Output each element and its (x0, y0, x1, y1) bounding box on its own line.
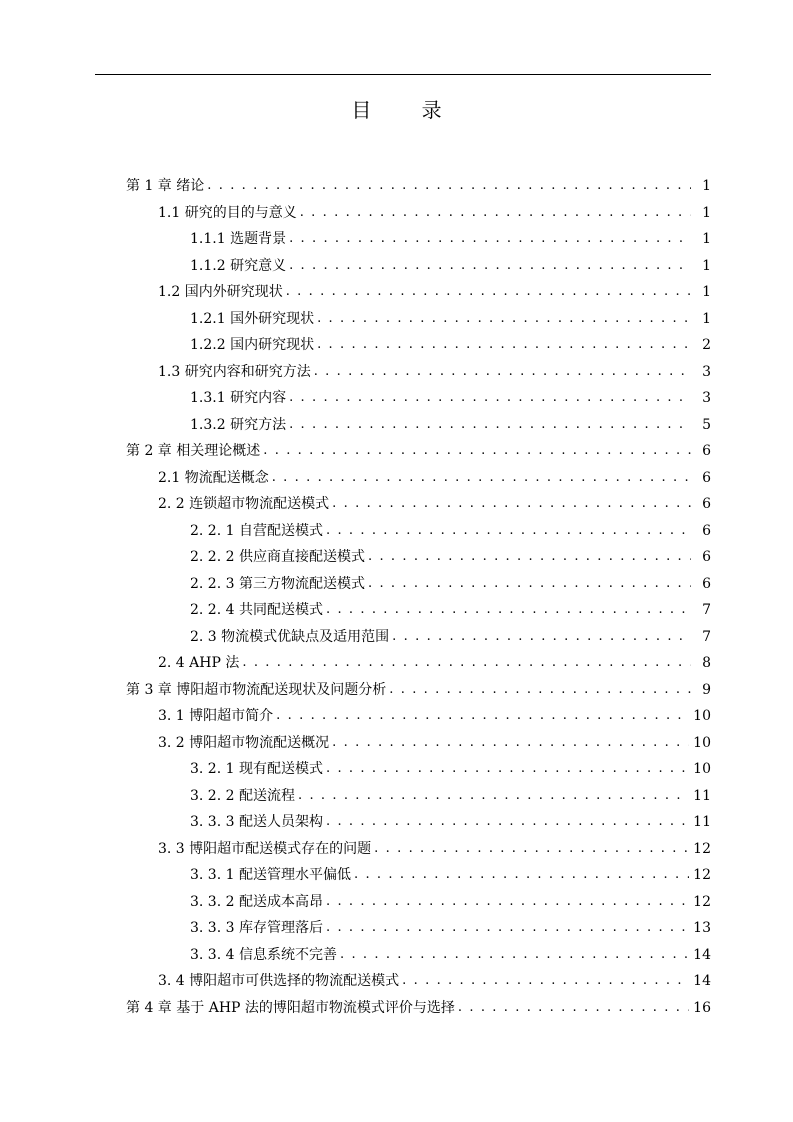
toc-entry[interactable] (126, 571, 711, 598)
toc-page-number: 13 (693, 920, 711, 937)
toc-entry[interactable] (126, 359, 711, 386)
toc-entry-label: 1.3.2 研究方法 (190, 416, 287, 433)
toc-entry[interactable] (126, 385, 711, 412)
toc-entry-label: 第 2 章 相关理论概述 (126, 443, 261, 460)
toc-entry-label: 1.2.1 国外研究现状 (190, 310, 315, 327)
toc-entry-label: 2. 2. 4 共同配送模式 (190, 602, 323, 619)
toc-dot-leader (300, 204, 691, 222)
toc-page-number: 6 (702, 469, 711, 486)
toc-dot-leader (263, 442, 691, 460)
toc-entry[interactable] (126, 200, 711, 227)
table-of-contents (126, 173, 711, 1021)
toc-page-number: 11 (693, 787, 711, 804)
toc-dot-leader (326, 760, 689, 778)
toc-page-number: 11 (693, 814, 711, 831)
toc-page-number: 14 (693, 946, 711, 963)
toc-page-number: 12 (693, 867, 711, 884)
toc-dot-leader (276, 707, 689, 725)
toc-entry-label: 2. 2. 2 供应商直接配送模式 (190, 549, 365, 566)
toc-entry[interactable] (126, 836, 711, 863)
toc-dot-leader (317, 336, 691, 354)
toc-entry[interactable] (126, 518, 711, 545)
toc-entry-label: 第 3 章 博阳超市物流配送现状及问题分析 (126, 681, 387, 698)
toc-page-number: 3 (702, 390, 711, 407)
toc-entry[interactable] (126, 730, 711, 757)
toc-page-number: 7 (702, 628, 711, 645)
toc-entry[interactable] (126, 438, 711, 465)
toc-page-number: 10 (693, 761, 711, 778)
toc-entry-label: 3. 1 博阳超市简介 (158, 708, 274, 725)
toc-entry-label: 第 1 章 绪论 (126, 178, 205, 195)
toc-entry[interactable] (126, 915, 711, 942)
toc-entry[interactable] (126, 544, 711, 571)
toc-dot-leader (326, 522, 691, 540)
toc-page-number: 6 (702, 522, 711, 539)
toc-dot-leader (298, 787, 689, 805)
toc-entry[interactable] (126, 783, 711, 810)
toc-dot-leader (207, 177, 691, 195)
toc-entry[interactable] (126, 862, 711, 889)
toc-entry-label: 1.3 研究内容和研究方法 (158, 363, 311, 380)
toc-dot-leader (286, 283, 691, 301)
toc-entry-label: 2. 2. 3 第三方物流配送模式 (190, 575, 365, 592)
toc-entry-label: 2. 3 物流模式优缺点及适用范围 (190, 628, 390, 645)
toc-entry[interactable] (126, 306, 711, 333)
toc-entry[interactable] (126, 942, 711, 969)
toc-entry-label: 3. 2. 1 现有配送模式 (190, 761, 323, 778)
toc-page-number: 14 (693, 973, 711, 990)
toc-entry[interactable] (126, 995, 711, 1022)
toc-entry-label: 2. 2 连锁超市物流配送模式 (158, 496, 330, 513)
toc-dot-leader (332, 734, 689, 752)
toc-entry[interactable] (126, 279, 711, 306)
toc-dot-leader (326, 813, 689, 831)
toc-page-number: 12 (693, 840, 711, 857)
toc-entry-label: 第 4 章 基于 AHP 法的博阳超市物流模式评价与选择 (126, 999, 455, 1016)
toc-entry-label: 2. 2. 1 自营配送模式 (190, 522, 323, 539)
toc-entry[interactable] (126, 597, 711, 624)
toc-page-number: 5 (702, 416, 711, 433)
toc-dot-leader (326, 919, 689, 937)
toc-dot-leader (289, 257, 691, 275)
toc-entry-label: 2.1 物流配送概念 (158, 469, 269, 486)
toc-entry[interactable] (126, 226, 711, 253)
toc-entry[interactable] (126, 650, 711, 677)
header-rule (95, 74, 711, 75)
toc-entry-label: 3. 3. 3 库存管理落后 (190, 920, 323, 937)
toc-page-number: 10 (693, 734, 711, 751)
toc-entry[interactable] (126, 968, 711, 995)
toc-page-number: 1 (702, 231, 711, 248)
toc-entry[interactable] (126, 465, 711, 492)
toc-entry[interactable] (126, 412, 711, 439)
toc-entry-label: 3. 3. 1 配送管理水平偏低 (190, 867, 351, 884)
toc-entry-label: 3. 4 博阳超市可供选择的物流配送模式 (158, 973, 400, 990)
toc-entry-label: 3. 3. 4 信息系统不完善 (190, 946, 337, 963)
toc-entry[interactable] (126, 677, 711, 704)
toc-dot-leader (402, 972, 689, 990)
toc-page-number: 6 (702, 443, 711, 460)
toc-entry-label: 3. 3. 3 配送人员架构 (190, 814, 323, 831)
toc-page-number: 2 (702, 337, 711, 354)
toc-dot-leader (289, 230, 691, 248)
toc-entry[interactable] (126, 332, 711, 359)
toc-entry[interactable] (126, 809, 711, 836)
toc-entry-label: 1.1.1 选题背景 (190, 231, 287, 248)
toc-entry-label: 1.2.2 国内研究现状 (190, 337, 315, 354)
toc-page-number: 8 (702, 655, 711, 672)
toc-page-number: 1 (702, 310, 711, 327)
toc-dot-leader (458, 999, 689, 1017)
toc-dot-leader (392, 628, 691, 646)
toc-entry-label: 3. 2 博阳超市物流配送概况 (158, 734, 330, 751)
toc-page-number: 9 (702, 681, 711, 698)
toc-dot-leader (368, 548, 691, 566)
toc-dot-leader (332, 495, 691, 513)
toc-page-number: 3 (702, 363, 711, 380)
toc-page-number: 16 (693, 999, 711, 1016)
toc-dot-leader (354, 866, 689, 884)
toc-page-number: 7 (702, 602, 711, 619)
toc-entry-label: 3. 3. 2 配送成本高昂 (190, 893, 323, 910)
toc-dot-leader (326, 893, 689, 911)
toc-dot-leader (374, 840, 689, 858)
toc-page-number: 6 (702, 575, 711, 592)
toc-page-number: 1 (702, 284, 711, 301)
toc-page-number: 12 (693, 893, 711, 910)
toc-page-number: 6 (702, 549, 711, 566)
toc-entry-label: 1.1 研究的目的与意义 (158, 204, 297, 221)
toc-entry-label: 2. 4 AHP 法 (158, 655, 240, 672)
toc-dot-leader (242, 654, 691, 672)
toc-dot-leader (314, 363, 691, 381)
toc-entry-label: 3. 3 博阳超市配送模式存在的问题 (158, 840, 372, 857)
toc-entry[interactable] (126, 253, 711, 280)
toc-entry[interactable] (126, 173, 711, 200)
toc-entry[interactable] (126, 624, 711, 651)
toc-dot-leader (368, 575, 691, 593)
toc-entry-label: 1.3.1 研究内容 (190, 390, 287, 407)
toc-page-number: 1 (702, 178, 711, 195)
toc-dot-leader (289, 389, 691, 407)
toc-entry[interactable] (126, 703, 711, 730)
toc-page-number: 1 (702, 257, 711, 274)
toc-entry-label: 1.2 国内外研究现状 (158, 284, 283, 301)
toc-dot-leader (340, 946, 689, 964)
toc-entry[interactable] (126, 756, 711, 783)
toc-page-number: 6 (702, 496, 711, 513)
toc-entry[interactable] (126, 889, 711, 916)
toc-page-number: 10 (693, 708, 711, 725)
toc-entry[interactable] (126, 491, 711, 518)
toc-entry-label: 3. 2. 2 配送流程 (190, 787, 295, 804)
page-title: 目 录 (351, 98, 464, 122)
toc-dot-leader (326, 601, 691, 619)
toc-entry-label: 1.1.2 研究意义 (190, 257, 287, 274)
toc-dot-leader (272, 469, 691, 487)
toc-dot-leader (317, 310, 691, 328)
toc-dot-leader (289, 416, 691, 434)
toc-page-number: 1 (702, 204, 711, 221)
toc-dot-leader (389, 681, 691, 699)
